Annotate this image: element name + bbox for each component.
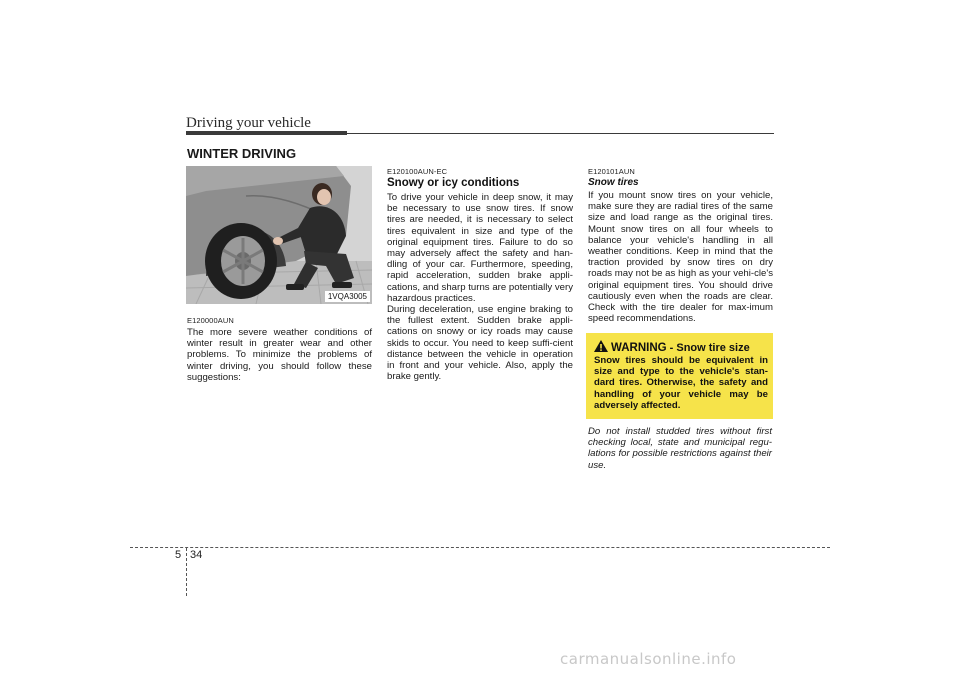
header-bar xyxy=(186,131,347,135)
photo-illustration xyxy=(186,166,372,304)
header-rule xyxy=(347,133,774,134)
running-header: Driving your vehicle xyxy=(186,115,311,131)
footer-rule xyxy=(130,547,830,548)
tire-inspection-photo xyxy=(186,166,372,304)
col1-text: The more severe weather conditions of winter result in greater wear and other problems. To minimize the problems of winter driving, you should follow these suggestions: xyxy=(187,327,372,383)
warning-triangle-icon xyxy=(594,340,608,352)
col3-text: If you mount snow tires on your vehicle, make sure they are radial tires of the same size and load range as the original tires. Mount snow tires on all four wheels to balance your vehicle's handling in all weather conditions. Keep in mind that the traction provided by snow tires on dry roads may not be as high as your vehi-cle's original equipment tires. You should drive cautiously even when the roads are clear. Check with the tire dealer for max-imum speed recommendations. xyxy=(588,190,773,325)
col2-code: E120100AUN-EC xyxy=(387,167,448,176)
col3-title: Snow tires xyxy=(588,177,639,188)
warning-text: Snow tires should be equivalent in size and type to the vehicle's stan-dard tires. Otherwise, the safety and handling of your vehicle may be adversely affected. xyxy=(594,355,768,411)
col2-text: To drive your vehicle in deep snow, it may be necessary to use snow tires. If snow tires are needed, it is necessary to select tires equivalent in size and type of the original equipment tires. Failure to do so may adversely affect the safety and han-dling of your car. Furthermore, speeding, rapid acceleration, sudden brake appli-cations, and sharp turns are potentially very hazardous practices. xyxy=(387,192,573,304)
section-title: WINTER DRIVING xyxy=(187,146,297,161)
warning-subtitle: - Snow tire size xyxy=(666,342,750,354)
col3-code: E120101AUN xyxy=(588,167,635,176)
col1-code: E120000AUN xyxy=(187,316,234,325)
warning-box xyxy=(586,333,773,419)
watermark: carmanualsonline.info xyxy=(560,650,737,668)
studded-tires-note: Do not install studded tires without first checking local, state and municipal regu-lations for possible restrictions against their use. xyxy=(588,426,772,471)
warning-heading xyxy=(594,340,750,354)
footer-divider xyxy=(186,548,187,596)
chapter-number: 5 xyxy=(175,549,182,561)
col2-text2: During deceleration, use engine braking to the fullest extent. Sudden brake appli-cations on snowy or icy roads may cause skids to occur. You need to keep suffi-cient distance between the vehicle in operation in front and your vehicle. Also, apply the brake gently. xyxy=(387,304,573,383)
warning-label: WARNING xyxy=(611,342,667,354)
page-number: 34 xyxy=(190,549,203,561)
col2-title: Snowy or icy conditions xyxy=(387,177,520,189)
photo-code: 1VQA3005 xyxy=(325,291,370,302)
